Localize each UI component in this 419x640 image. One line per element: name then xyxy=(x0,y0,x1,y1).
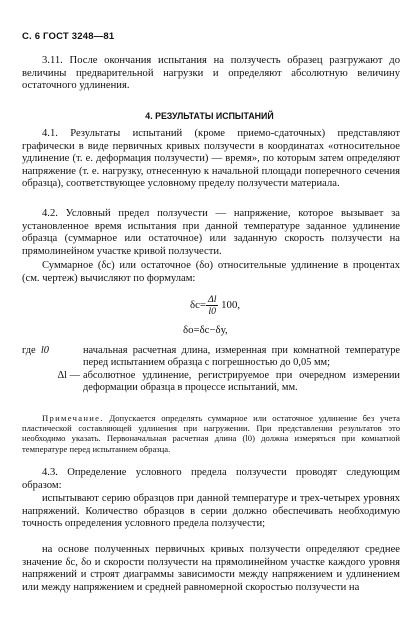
paragraph-4-3: 4.3. Определение условного предела ползучести проводят следующим образом: xyxy=(22,467,400,491)
formula1-numerator: Δl xyxy=(207,294,217,305)
definitions xyxy=(22,345,400,395)
formula1-lhs: δс= xyxy=(190,298,206,311)
note-label: Примечание. xyxy=(42,413,104,423)
paragraph-4-3-diagrams: на основе полученных первичных кривых ползучести определяют среднее значение δс, δо и скорости ползучести на прямолинейном участке каждого уровня напряжений и строят диаграммы зависимости между напряжением и удлинением или между напряжением и средней равномерной скоростью ползучести на xyxy=(22,544,400,593)
paragraph-4-2-formulas-intro: Суммарное (δс) или остаточное (δо) относительные удлинение в процентах (см. чертеж) вычисляют по формулам: xyxy=(22,260,400,284)
paragraph-4-2: 4.2. Условный предел ползучести — напряжение, которое вызывает за установленное время испытания при данной температуре заданное удлинение образца (суммарное или остаточное) или заданную скорость ползучести на прямолинейном участке кривой ползучести. xyxy=(22,208,400,257)
section-title: 4. РЕЗУЛЬТАТЫ ИСПЫТАНИЙ xyxy=(145,111,274,121)
definition-symbol-l0: l0 xyxy=(40,345,49,356)
note-text: Допускается определять суммарное или остаточное удлинение без учета пластической составляющей удлинения при нагружении. При представлении результатов это необходимо указать. Первоначальная расчетная длина (l0) должна измеряться при комнатной температуре перед испытанием образца. xyxy=(22,413,400,454)
formula1-denominator: l0 xyxy=(208,306,217,317)
definition-symbol-delta-l: Δl — xyxy=(57,369,80,381)
formula-total-elongation xyxy=(190,294,240,317)
definition-row-l0 xyxy=(22,345,400,370)
note xyxy=(22,413,400,454)
page-header: С. 6 ГОСТ 3248—81 xyxy=(22,31,115,42)
formula-residual-elongation: δо=δс−δу, xyxy=(183,324,228,336)
definition-text-delta-l: абсолютное удлинение, регистрируемое при очередном измерении деформации образца в процессе испытаний, мм. xyxy=(83,369,400,394)
formula1-fraction xyxy=(206,294,218,317)
definition-where: где xyxy=(22,345,36,356)
paragraph-3-11: 3.11. После окончания испытания на ползучесть образец разгружают до величины предварительной нагрузки и определяют абсолютную величину остаточного удлинения. xyxy=(22,55,400,92)
definition-text-l0: начальная расчетная длина, измеренная при комнатной температуре перед испытанием образца с погрешностью до 0,05 мм; xyxy=(83,345,400,369)
paragraph-4-3-series: испытывают серию образцов при данной температуре и трех-четырех уровнях напряжений. Количество образцов в серии должно обеспечивать необходимую точность определения условного предела ползучести; xyxy=(22,493,400,530)
paragraph-4-1: 4.1. Результаты испытаний (кроме приемо-сдаточных) представляют графически в виде первичных кривых ползучести в координатах «относительное удлинение (т. е. деформация ползучести) — время», по которым затем определяют напряжение (т. е. нагрузку, отнесенную к начальной площади поперечного сечения образца), соответствующее условному пределу ползучести материала. xyxy=(22,128,400,190)
definition-row-delta-l xyxy=(22,370,400,395)
formula1-rhs: 100, xyxy=(218,298,241,311)
